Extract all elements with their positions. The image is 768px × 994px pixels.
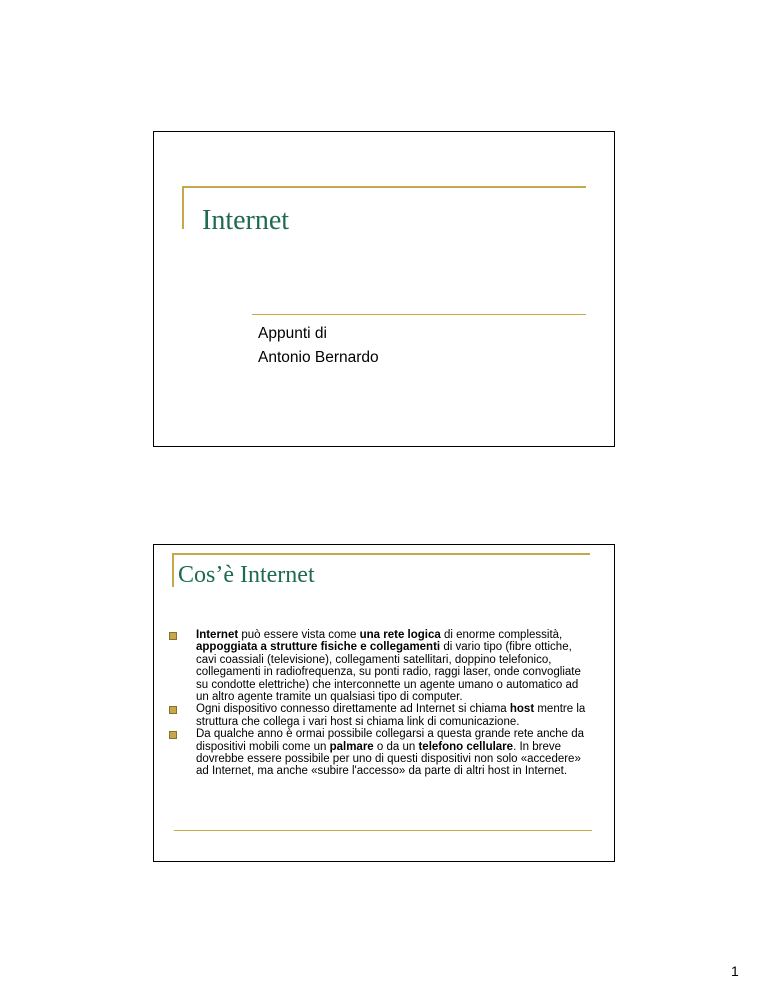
- bold-term: Internet: [196, 629, 239, 641]
- square-bullet-icon: [169, 706, 177, 714]
- bold-term: appoggiata a strutture fisiche e collegamenti: [196, 641, 441, 654]
- bold-term: una rete logica: [359, 629, 441, 641]
- text-span: o da un: [373, 740, 419, 753]
- title-left-rule: [182, 186, 184, 229]
- text-span: . In breve dovrebbe essere possibile per uno di questi dispositivi non solo «accedere» ad Internet, ma anche «subire l'accesso» da parte di altri host in Internet.: [196, 740, 581, 778]
- page-number: 1: [731, 963, 739, 979]
- text-span: Da qualche anno è ormai possibile collegarsi a questa grande rete anche da dispositivi mobili come un: [196, 728, 585, 753]
- text-span: di vario tipo (fibre ottiche, cavi coassiali (televisione), collegamenti satellitari, doppino telefonico, collegamenti in radiofrequenza, su ponti radio, raggi laser, onde convogliate su condotte elettriche) che interconnette un agente umano o automatico ad un altro agente tramite un qualsiasi tipo di computer.: [196, 641, 581, 704]
- list-item: [182, 629, 594, 703]
- subtitle-rule: [252, 314, 586, 315]
- slide-title: Cos’è Internet: [178, 562, 315, 588]
- bold-term: telefono cellulare: [418, 740, 514, 753]
- slide-title: Internet: [202, 205, 290, 236]
- subtitle-line-2: Antonio Bernardo: [258, 349, 379, 366]
- list-item: [182, 728, 594, 778]
- content-slide: [153, 544, 615, 862]
- bullet-list: [182, 629, 594, 778]
- square-bullet-icon: [169, 731, 177, 739]
- bold-term: host: [509, 703, 535, 716]
- text-span: Ogni dispositivo connesso direttamente ad Internet si chiama: [196, 703, 510, 716]
- slide-subtitle: [258, 322, 379, 370]
- list-item: [182, 703, 594, 728]
- content-bottom-rule: [174, 830, 592, 831]
- title-top-rule: [182, 186, 586, 188]
- subtitle-line-1: Appunti di: [258, 325, 327, 342]
- title-slide: [153, 131, 615, 447]
- content-top-rule: [172, 553, 590, 555]
- bold-term: palmare: [329, 740, 374, 753]
- content-left-rule: [172, 553, 174, 587]
- text-span: può essere vista come: [238, 629, 360, 641]
- text-span: di enorme complessità,: [440, 629, 563, 641]
- text-span: mentre la struttura che collega i vari host si chiama link di comunicazione.: [196, 703, 586, 728]
- square-bullet-icon: [169, 632, 177, 640]
